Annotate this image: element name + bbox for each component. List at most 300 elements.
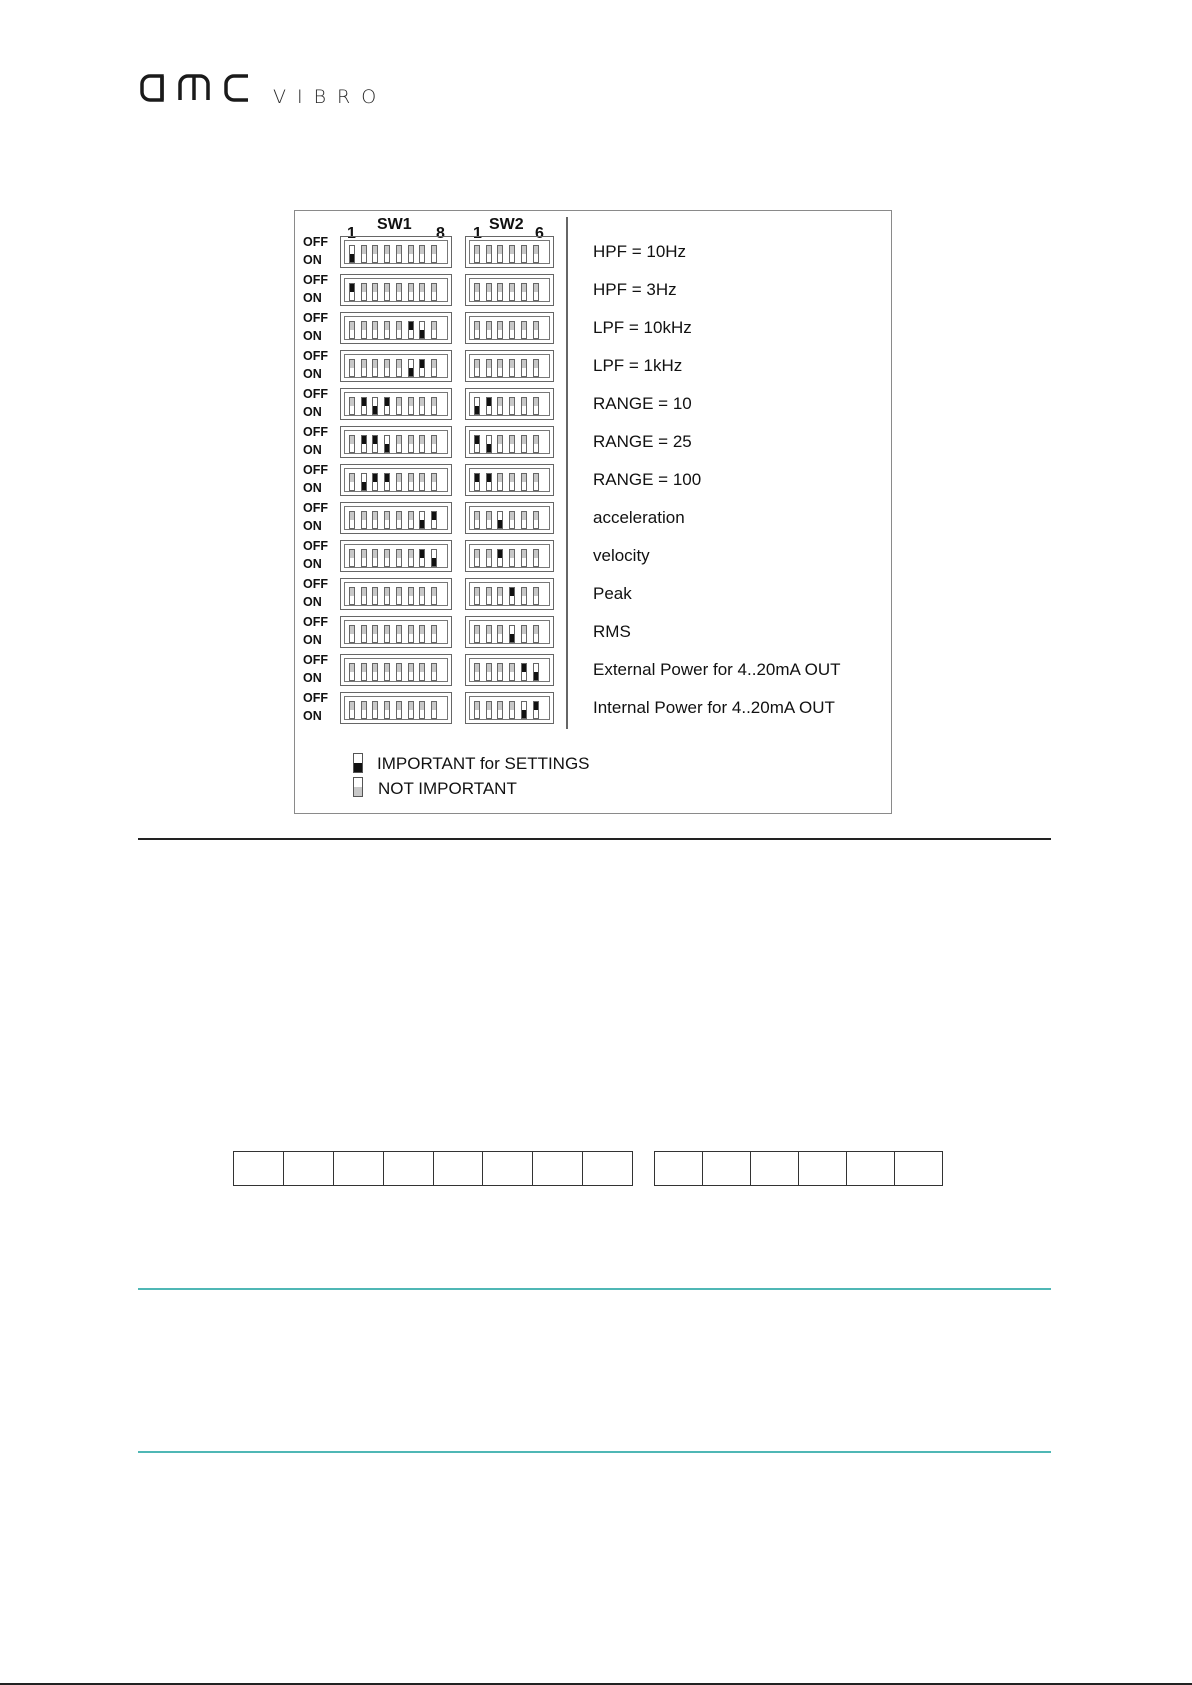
dip-switch	[396, 549, 402, 567]
row-on-label: ON	[303, 671, 322, 685]
row-on-label: ON	[303, 481, 322, 495]
dip-switch	[509, 511, 515, 529]
dip-switch	[408, 663, 414, 681]
switch-knob	[397, 284, 401, 292]
switch-knob	[534, 398, 538, 406]
sw2-bank	[465, 426, 554, 458]
dip-switch	[349, 359, 355, 377]
switch-knob	[522, 550, 526, 558]
switch-knob	[409, 398, 413, 406]
switch-knob	[362, 664, 366, 672]
switch-knob	[350, 550, 354, 558]
sw1-entry-cell[interactable]	[334, 1152, 384, 1185]
sw1-bank	[340, 464, 452, 496]
dip-switch	[349, 397, 355, 415]
dip-switch	[474, 473, 480, 491]
dip-switch	[533, 321, 539, 339]
setting-label: velocity	[593, 546, 650, 565]
dip-switch	[474, 359, 480, 377]
dip-switch	[384, 397, 390, 415]
sw1-label: SW1	[377, 216, 412, 233]
sw1-bank	[340, 654, 452, 686]
switch-knob	[385, 444, 389, 452]
dip-switch	[486, 701, 492, 719]
row-off-label: OFF	[303, 273, 328, 287]
dip-switch	[419, 549, 425, 567]
row-off-label: OFF	[303, 387, 328, 401]
switch-knob	[510, 550, 514, 558]
switch-knob	[362, 246, 366, 254]
row-off-label: OFF	[303, 539, 328, 553]
sw2-bank	[465, 388, 554, 420]
switch-knob	[373, 702, 377, 710]
switch-knob	[498, 360, 502, 368]
switch-knob	[534, 550, 538, 558]
dip-switch	[372, 701, 378, 719]
switch-knob	[534, 360, 538, 368]
dip-switch	[486, 397, 492, 415]
switch-knob	[498, 626, 502, 634]
switch-knob	[409, 436, 413, 444]
sw1-first-index: 1	[347, 225, 356, 242]
dip-switch	[372, 397, 378, 415]
dip-switch	[521, 283, 527, 301]
dip-switch	[419, 511, 425, 529]
teal-divider-top	[138, 1288, 1051, 1290]
switch-knob	[373, 436, 377, 444]
switch-knob	[397, 246, 401, 254]
dip-switch	[474, 511, 480, 529]
switch-knob	[487, 398, 491, 406]
dip-switch	[431, 587, 437, 605]
setting-label: LPF = 1kHz	[593, 356, 683, 375]
switch-knob	[385, 588, 389, 596]
switch-knob	[397, 398, 401, 406]
dip-switch	[533, 587, 539, 605]
dip-switch	[497, 245, 503, 263]
dip-switch	[486, 359, 492, 377]
setting-label: LPF = 10kHz	[593, 318, 692, 337]
sw1-bank	[340, 578, 452, 610]
switch-knob	[420, 436, 424, 444]
dip-switch	[384, 549, 390, 567]
switch-knob	[397, 702, 401, 710]
dip-switch	[474, 283, 480, 301]
dip-switch	[372, 283, 378, 301]
dip-switch	[486, 245, 492, 263]
switch-knob	[397, 474, 401, 482]
switch-knob	[373, 588, 377, 596]
switch-knob	[522, 360, 526, 368]
dip-switch	[521, 701, 527, 719]
dip-switch	[509, 283, 515, 301]
dip-switch	[533, 625, 539, 643]
dip-switch	[349, 663, 355, 681]
dip-switch	[521, 625, 527, 643]
switch-knob	[409, 550, 413, 558]
switch-knob	[534, 702, 538, 710]
switch-knob	[475, 360, 479, 368]
dip-switch	[521, 321, 527, 339]
setting-label: RANGE = 100	[593, 470, 702, 489]
sw2-entry-cell[interactable]	[799, 1152, 847, 1185]
sw1-entry-cell[interactable]	[583, 1152, 632, 1185]
switch-knob	[409, 322, 413, 330]
dip-switch	[533, 663, 539, 681]
switch-knob	[432, 436, 436, 444]
switch-knob	[420, 330, 424, 338]
switch-knob	[385, 664, 389, 672]
sw2-entry-cell[interactable]	[655, 1152, 703, 1185]
dip-switch	[497, 663, 503, 681]
sw1-bank	[340, 388, 452, 420]
switch-knob	[362, 398, 366, 406]
dip-switch	[384, 625, 390, 643]
switch-knob	[475, 512, 479, 520]
row-on-label: ON	[303, 595, 322, 609]
switch-knob	[397, 322, 401, 330]
sw2-bank	[465, 616, 554, 648]
switch-knob	[475, 284, 479, 292]
switch-knob	[385, 550, 389, 558]
switch-knob	[510, 588, 514, 596]
dip-switch	[361, 245, 367, 263]
switch-knob	[522, 246, 526, 254]
switch-knob	[362, 322, 366, 330]
legend-important-label: IMPORTANT for SETTINGS	[377, 754, 590, 773]
sw2-bank	[465, 236, 554, 268]
switch-knob	[534, 284, 538, 292]
switch-knob	[522, 284, 526, 292]
switch-knob	[385, 398, 389, 406]
row-off-label: OFF	[303, 691, 328, 705]
teal-divider-bottom	[138, 1451, 1051, 1453]
dip-switch	[486, 587, 492, 605]
dip-switch	[497, 283, 503, 301]
dip-switch	[521, 397, 527, 415]
dip-switch	[474, 549, 480, 567]
dip-switch	[474, 397, 480, 415]
switch-knob	[362, 626, 366, 634]
dip-switch	[474, 701, 480, 719]
switch-knob	[350, 512, 354, 520]
dip-switch	[384, 473, 390, 491]
dip-switch	[474, 663, 480, 681]
dip-switch	[521, 511, 527, 529]
dip-switch	[372, 473, 378, 491]
switch-knob	[385, 284, 389, 292]
switch-knob	[350, 284, 354, 292]
dip-switch	[384, 283, 390, 301]
dip-switch	[419, 359, 425, 377]
sw2-bank	[465, 350, 554, 382]
dip-switch	[372, 625, 378, 643]
sw1-bank	[340, 616, 452, 648]
dip-switch	[372, 245, 378, 263]
dip-switch	[372, 511, 378, 529]
sw2-bank	[465, 578, 554, 610]
sw1-entry-cell[interactable]	[483, 1152, 533, 1185]
switch-knob	[420, 588, 424, 596]
dip-switch	[372, 549, 378, 567]
sw1-bank	[340, 236, 452, 268]
dip-switch	[384, 321, 390, 339]
dip-switch	[396, 663, 402, 681]
switch-knob	[510, 322, 514, 330]
dip-switch	[431, 663, 437, 681]
dip-switch	[431, 625, 437, 643]
dip-switch	[497, 549, 503, 567]
switch-knob	[385, 626, 389, 634]
dip-switch	[521, 549, 527, 567]
switch-knob	[409, 284, 413, 292]
switch-knob	[385, 702, 389, 710]
dip-switch	[408, 549, 414, 567]
switch-knob	[498, 550, 502, 558]
switch-knob	[373, 246, 377, 254]
switch-knob	[487, 284, 491, 292]
switch-knob	[487, 588, 491, 596]
switch-knob	[362, 702, 366, 710]
switch-knob	[432, 702, 436, 710]
sw2-bank	[465, 464, 554, 496]
dip-switch	[372, 435, 378, 453]
sw2-entry-cell[interactable]	[751, 1152, 799, 1185]
dip-switch	[486, 663, 492, 681]
switch-knob	[534, 672, 538, 680]
switch-knob	[432, 588, 436, 596]
dip-switch	[474, 587, 480, 605]
row-on-label: ON	[303, 253, 322, 267]
switch-knob	[487, 512, 491, 520]
switch-knob	[385, 246, 389, 254]
switch-knob	[350, 322, 354, 330]
dip-switch	[361, 473, 367, 491]
dip-switch	[497, 701, 503, 719]
legend-not-important-switch-icon	[353, 777, 363, 797]
dip-switch	[419, 397, 425, 415]
dip-switch	[419, 435, 425, 453]
switch-knob	[475, 246, 479, 254]
dip-switch	[509, 625, 515, 643]
switch-knob	[409, 702, 413, 710]
dip-switch	[361, 283, 367, 301]
switch-knob	[409, 664, 413, 672]
sw1-entry-cell[interactable]	[384, 1152, 434, 1185]
dip-switch	[474, 321, 480, 339]
switch-knob	[373, 664, 377, 672]
switch-knob	[522, 398, 526, 406]
row-on-label: ON	[303, 367, 322, 381]
setting-label: External Power for 4..20mA OUT	[593, 660, 841, 679]
setting-label: HPF = 10Hz	[593, 242, 687, 261]
switch-knob	[498, 246, 502, 254]
row-off-label: OFF	[303, 577, 328, 591]
sw1-entry-cell[interactable]	[284, 1152, 334, 1185]
dip-switch	[533, 359, 539, 377]
dip-switch	[396, 473, 402, 491]
switch-knob	[420, 398, 424, 406]
sw2-first-index: 1	[473, 225, 482, 242]
dip-switch	[486, 625, 492, 643]
switch-knob	[373, 322, 377, 330]
dip-switch	[521, 359, 527, 377]
switch-knob	[420, 702, 424, 710]
switch-knob	[510, 360, 514, 368]
dip-switch	[533, 245, 539, 263]
dip-switch	[431, 473, 437, 491]
dip-switch	[497, 587, 503, 605]
dip-switch	[396, 321, 402, 339]
switch-knob	[397, 512, 401, 520]
sw2-last-index: 6	[535, 225, 544, 242]
switch-knob	[475, 664, 479, 672]
dip-switch	[533, 473, 539, 491]
switch-knob	[510, 634, 514, 642]
dip-switch	[349, 701, 355, 719]
switch-knob	[409, 246, 413, 254]
row-off-label: OFF	[303, 615, 328, 629]
switch-knob	[498, 436, 502, 444]
switch-knob	[510, 474, 514, 482]
dip-switch	[431, 321, 437, 339]
switch-knob	[534, 626, 538, 634]
sw2-bank	[465, 692, 554, 724]
sw1-bank	[340, 426, 452, 458]
dip-switch	[533, 435, 539, 453]
sw1-entry-cell[interactable]	[533, 1152, 583, 1185]
switch-knob	[409, 588, 413, 596]
dip-switch	[361, 397, 367, 415]
dip-switch	[521, 587, 527, 605]
switch-knob	[350, 626, 354, 634]
dip-switch	[521, 435, 527, 453]
dip-switch	[408, 701, 414, 719]
dip-switch	[408, 245, 414, 263]
switch-knob	[409, 626, 413, 634]
dip-switch	[521, 663, 527, 681]
dip-switch	[509, 473, 515, 491]
dip-switch-settings-figure	[294, 210, 892, 814]
switch-knob	[522, 664, 526, 672]
dip-switch	[384, 701, 390, 719]
switch-knob	[522, 322, 526, 330]
switch-knob	[350, 254, 354, 262]
dip-switch	[509, 245, 515, 263]
dip-switch	[372, 663, 378, 681]
sw1-bank	[340, 274, 452, 306]
sw1-entry-cell[interactable]	[234, 1152, 284, 1185]
switch-knob	[420, 474, 424, 482]
sw2-label: SW2	[489, 216, 524, 233]
switch-knob	[350, 474, 354, 482]
row-on-label: ON	[303, 443, 322, 457]
switch-knob	[373, 626, 377, 634]
switch-knob	[397, 436, 401, 444]
switch-knob	[487, 626, 491, 634]
switch-knob	[475, 474, 479, 482]
setting-label: Peak	[593, 584, 632, 603]
sw2-entry-cell[interactable]	[703, 1152, 751, 1185]
dip-switch	[408, 473, 414, 491]
dip-switch	[486, 473, 492, 491]
switch-knob	[534, 322, 538, 330]
dip-switch	[533, 701, 539, 719]
switch-knob	[534, 436, 538, 444]
switch-knob	[498, 664, 502, 672]
setting-label: RANGE = 25	[593, 432, 692, 451]
dip-switch	[361, 587, 367, 605]
dip-switch	[474, 625, 480, 643]
sw1-entry-boxes	[233, 1151, 633, 1186]
switch-knob	[397, 626, 401, 634]
dip-switch	[361, 359, 367, 377]
row-off-label: OFF	[303, 425, 328, 439]
setting-label: RMS	[593, 622, 631, 641]
switch-knob	[432, 558, 436, 566]
switch-knob	[510, 398, 514, 406]
switch-knob	[362, 360, 366, 368]
switch-knob	[475, 626, 479, 634]
row-off-label: OFF	[303, 235, 328, 249]
switch-knob	[534, 588, 538, 596]
sw2-entry-cell[interactable]	[895, 1152, 942, 1185]
switch-knob	[475, 702, 479, 710]
dip-switch	[396, 701, 402, 719]
dip-switch	[349, 321, 355, 339]
dip-switch	[431, 397, 437, 415]
dip-switch	[408, 359, 414, 377]
dip-switch	[497, 397, 503, 415]
dip-switch	[533, 511, 539, 529]
dip-switch	[349, 283, 355, 301]
dip-switch	[486, 321, 492, 339]
dip-switch	[361, 511, 367, 529]
switch-knob	[475, 550, 479, 558]
dip-switch	[533, 549, 539, 567]
dip-switch	[497, 359, 503, 377]
dip-switch	[419, 283, 425, 301]
switch-knob	[487, 444, 491, 452]
switch-knob	[510, 436, 514, 444]
logo-subtitle: VIBRO	[273, 86, 388, 108]
switch-knob	[510, 512, 514, 520]
switch-knob	[432, 284, 436, 292]
sw1-last-index: 8	[436, 225, 445, 242]
switch-knob	[534, 474, 538, 482]
switch-knob	[385, 512, 389, 520]
sw1-bank	[340, 312, 452, 344]
dip-switch	[384, 663, 390, 681]
sw2-entry-cell[interactable]	[847, 1152, 895, 1185]
dip-switch	[384, 511, 390, 529]
dip-switch	[431, 245, 437, 263]
dip-switch	[361, 435, 367, 453]
switch-knob	[487, 322, 491, 330]
sw1-bank	[340, 350, 452, 382]
sw1-entry-cell[interactable]	[434, 1152, 484, 1185]
dip-switch	[474, 245, 480, 263]
switch-knob	[362, 588, 366, 596]
switch-knob	[373, 512, 377, 520]
dip-switch	[361, 321, 367, 339]
switch-knob	[498, 702, 502, 710]
switch-knob	[420, 246, 424, 254]
switch-knob	[510, 664, 514, 672]
sw2-bank	[465, 502, 554, 534]
dip-switch	[408, 321, 414, 339]
dip-switch	[431, 511, 437, 529]
